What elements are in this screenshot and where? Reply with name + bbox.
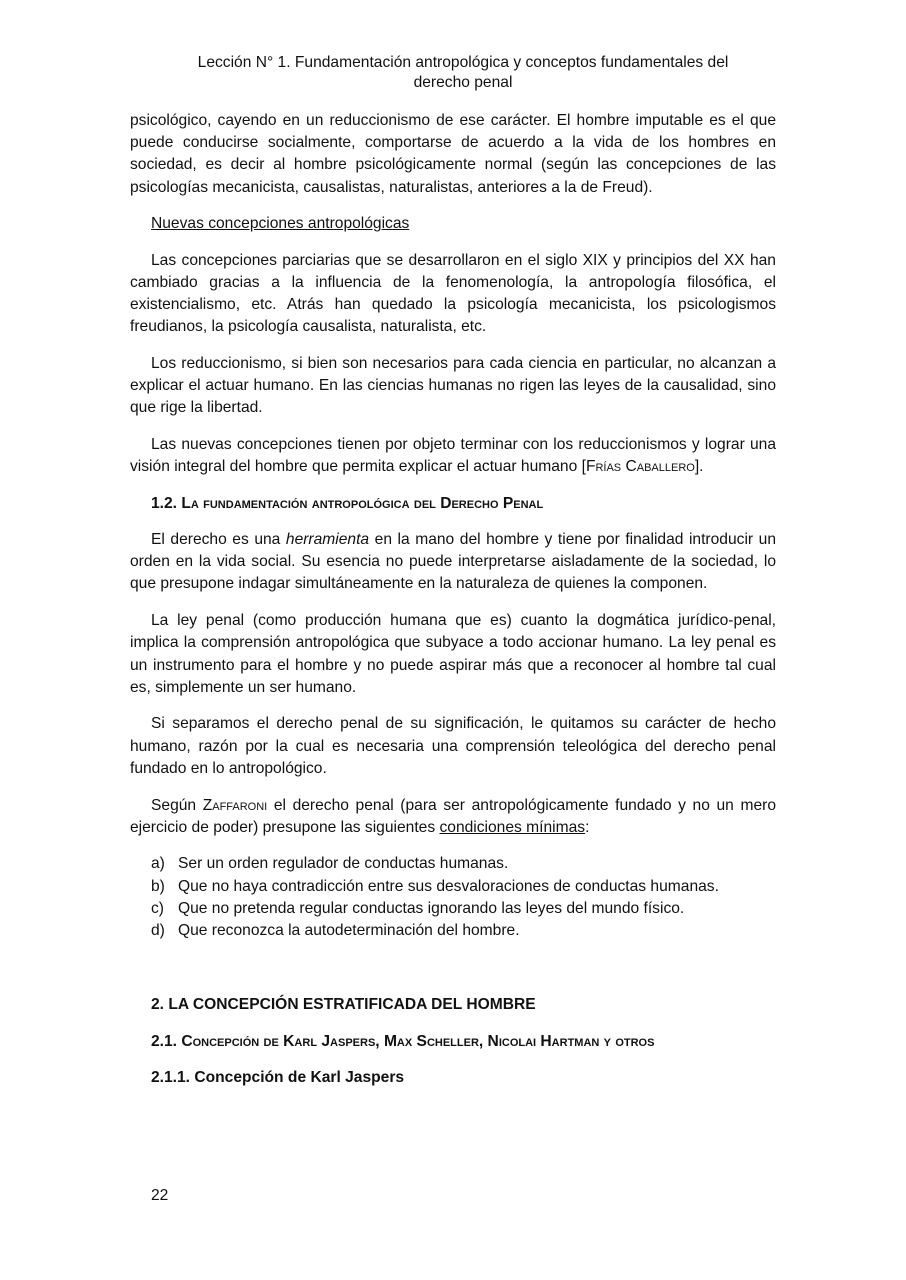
text-before: El derecho es una bbox=[151, 531, 286, 549]
heading-text: 1.2. La fundamentación antropológica del Derecho Penal bbox=[151, 494, 544, 512]
page-number: 22 bbox=[151, 1187, 169, 1204]
section-heading-2: 2. LA CONCEPCIÓN ESTRATIFICADA DEL HOMBRE bbox=[151, 996, 536, 1014]
list-item bbox=[151, 920, 776, 942]
section-heading-2-1 bbox=[151, 1031, 776, 1053]
text: Las nuevas concepciones tienen por objeto terminar con los reduccionismos y lograr una visión integral del hombre que permita explicar el actuar humano [ bbox=[130, 435, 776, 476]
paragraph-derecho bbox=[130, 529, 776, 596]
emphasis: herramienta bbox=[285, 531, 370, 549]
section-heading-1-2 bbox=[151, 493, 776, 515]
paragraph-concepciones: Las concepciones parciarias que se desarrollaron en el siglo XIX y principios del XX han cambiado gracias a la influencia de la fenomenología, la antropología filosófica, el existencialismo, etc. Atrás han quedado la psicología mecanicista, los psicologismos freudianos, la psicología causalista, naturalista, etc. bbox=[130, 251, 776, 336]
list-marker: b) bbox=[151, 877, 165, 895]
conditions-list bbox=[151, 853, 776, 942]
paragraph-ley-penal: La ley penal (como producción humana que es) cuanto la dogmática jurídico-penal, implica la comprensión antropológica que subyace a todo accionar humano. La ley penal es un instrumento para el hombre y no puede aspirar más que a reconocer al hombre tal cual es, simplemente un ser humano. bbox=[130, 612, 776, 696]
list-item-text: Que reconozca la autodeterminación del hombre. bbox=[178, 922, 520, 940]
document-body bbox=[130, 110, 776, 1103]
list-item bbox=[151, 853, 776, 875]
heading-text: 2.1. Concepción de Karl Jaspers, Max Scheller, Nicolai Hartman y otros bbox=[151, 1032, 655, 1050]
paragraph-reduccionismo: Los reduccionismo, si bien son necesarios para cada ciencia en particular, no alcanzan a explicar el actuar humano. En las ciencias humanas no rigen las leyes de la causalidad, sino que rige la libertad. bbox=[130, 354, 776, 417]
text-after: en la mano del hombre y tiene por finalidad introducir un orden en la vida social. Su esencia no puede interpretarse aisladamente de la sociedad, lo que presupone indagar simultáneamente en la naturaleza de quienes la componen. bbox=[130, 531, 776, 593]
list-item bbox=[151, 876, 776, 898]
underlined-term: condiciones mínimas bbox=[439, 818, 586, 836]
list-item-text: Ser un orden regulador de conductas humanas. bbox=[178, 855, 509, 873]
paragraph-segun-zaffaroni bbox=[130, 795, 776, 839]
list-item-text: Que no pretenda regular conductas ignorando las leyes del mundo físico. bbox=[178, 899, 685, 917]
list-marker: a) bbox=[151, 855, 165, 873]
text-middle: el derecho penal (para ser antropológicamente fundado y no un mero ejercicio de poder) presupone las siguientes bbox=[130, 796, 776, 836]
running-header bbox=[140, 53, 786, 93]
list-marker: d) bbox=[151, 922, 165, 940]
paragraph-intro: psicológico, cayendo en un reduccionismo de ese carácter. El hombre imputable es el que puede conducirse socialmente, comportarse de acuerdo a la vida de los hombres en sociedad, es decir al hombre psicológicamente normal (según las concepciones de las psicologías mecanicista, causalistas, naturalistas, anteriores a la de Freud). bbox=[130, 112, 776, 196]
text-end: : bbox=[585, 818, 590, 836]
header-line-1: Lección N° 1. Fundamentación antropológica y conceptos fundamentales del bbox=[197, 54, 729, 71]
text-end: ]. bbox=[694, 458, 704, 476]
list-item-text: Que no haya contradicción entre sus desvaloraciones de conductas humanas. bbox=[178, 877, 719, 895]
author-name: Frías Caballero bbox=[585, 458, 695, 476]
section-heading-2-1-1: 2.1.1. Concepción de Karl Jaspers bbox=[151, 1068, 405, 1086]
list-item bbox=[151, 898, 776, 920]
paragraph-nuevas-concepciones bbox=[130, 434, 776, 478]
paragraph-separamos: Si separamos el derecho penal de su significación, le quitamos su carácter de hecho humano, razón por la cual es necesaria una comprensión teleológica del derecho penal fundado en lo antropológico. bbox=[130, 715, 776, 777]
subheading-text: Nuevas concepciones antropológicas bbox=[151, 215, 410, 233]
subheading-nuevas-concepciones bbox=[151, 213, 776, 235]
list-marker: c) bbox=[151, 899, 164, 917]
header-line-2: derecho penal bbox=[413, 74, 513, 91]
author-name: Zaffaroni bbox=[202, 796, 268, 814]
text-before: Según bbox=[151, 796, 203, 814]
